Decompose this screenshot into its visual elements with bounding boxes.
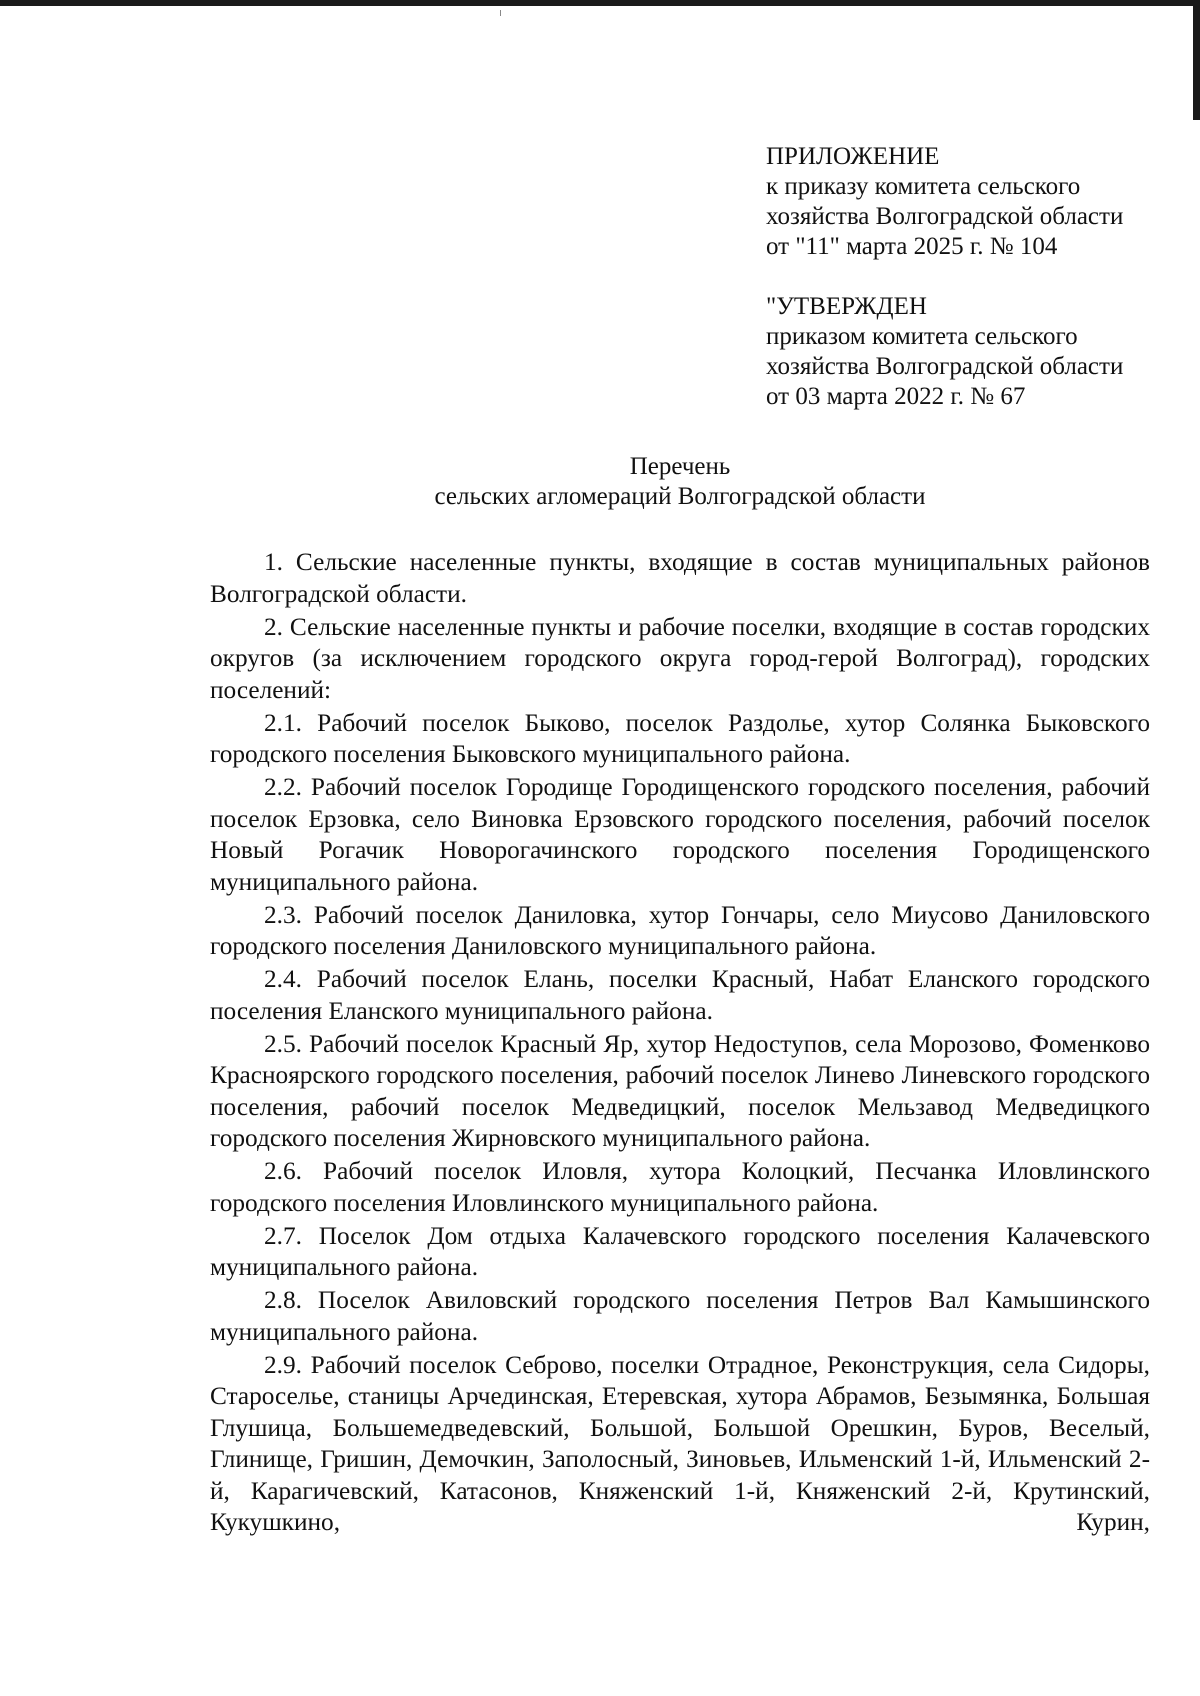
list-item: 2.6. Рабочий поселок Иловля, хутора Колоцкий, Песчанка Иловлинского городского поселения Иловлинского муниципального района. [210, 1157, 1150, 1217]
approval-header [766, 292, 1123, 412]
scan-border-top [0, 0, 1200, 6]
appendix-line: хозяйства Волгоградской области [766, 203, 1124, 230]
appendix-line: от "11" марта 2025 г. № 104 [766, 233, 1058, 260]
appendix-heading: ПРИЛОЖЕНИЕ [766, 143, 940, 170]
list-item: 2.7. Поселок Дом отдыха Калачевского городского поселения Калачевского муниципального района. [210, 1221, 1150, 1281]
scan-border-right [1193, 0, 1200, 120]
list-item: 2.2. Рабочий поселок Городище Городищенского городского поселения, рабочий поселок Ерзовка, село Виновка Ерзовского городского поселения, рабочий поселок Новый Рогачик Новорогачинского городского поселения Городищенского муниципального района. [210, 773, 1150, 896]
appendix-header [766, 142, 1123, 262]
list-item: 2.3. Рабочий поселок Даниловка, хутор Гончары, село Миусово Даниловского городского поселения Даниловского муниципального района. [210, 900, 1150, 960]
list-item: 2.9. Рабочий поселок Себрово, поселки Отрадное, Реконструкция, села Сидоры, Староселье, станицы Арчединская, Етеревская, хутора Абрамов, Безымянка, Большая Глушица, Большемедведевский, Большой, Большой Орешкин, Буров, Веселый, Глинище, Гришин, Демочкин, Заполосный, Зиновьев, Ильменский 1-й, Ильменский 2-й, Карагичевский, Катасонов, Княженский 1-й, Княженский 2-й, Крутинский, Кукушкино, Курин, [210, 1350, 1150, 1536]
approval-line: приказом комитета сельского [766, 323, 1078, 350]
document-body [210, 547, 1150, 1540]
document-subtitle: сельских агломераций Волгоградской области [434, 483, 926, 510]
list-item: 2.5. Рабочий поселок Красный Яр, хутор Недоступов, села Морозово, Фоменково Краснoярского городского поселения, рабочий поселок Линево Линевского городского поселения, рабочий поселок Медведицкий, поселок Мельзавод Медведицкого городского поселения Жирновского муниципального района. [210, 1029, 1150, 1152]
list-item: 1. Сельские населенные пункты, входящие в состав муниципальных районов Волгоградской области. [210, 548, 1150, 608]
approval-line: от 03 марта 2022 г. № 67 [766, 383, 1026, 410]
approval-line: хозяйства Волгоградской области [766, 353, 1124, 380]
list-item: 2.1. Рабочий поселок Быково, поселок Раздолье, хутор Солянка Быковского городского поселения Быковского муниципального района. [210, 708, 1150, 768]
list-item: 2. Сельские населенные пункты и рабочие поселки, входящие в состав городских округов (за исключением городского округа город-герой Волгоград), городских поселений: [210, 612, 1150, 704]
approval-heading: "УТВЕРЖДЕН [766, 293, 927, 320]
scan-speck [500, 10, 501, 16]
document-title: Перечень [629, 453, 731, 480]
list-item: 2.8. Поселок Авиловский городского поселения Петров Вал Камышинского муниципального района. [210, 1286, 1150, 1346]
list-item: 2.4. Рабочий поселок Елань, поселки Красный, Набат Еланского городского поселения Еланского муниципального района. [210, 965, 1150, 1025]
appendix-line: к приказу комитета сельского [766, 173, 1081, 200]
